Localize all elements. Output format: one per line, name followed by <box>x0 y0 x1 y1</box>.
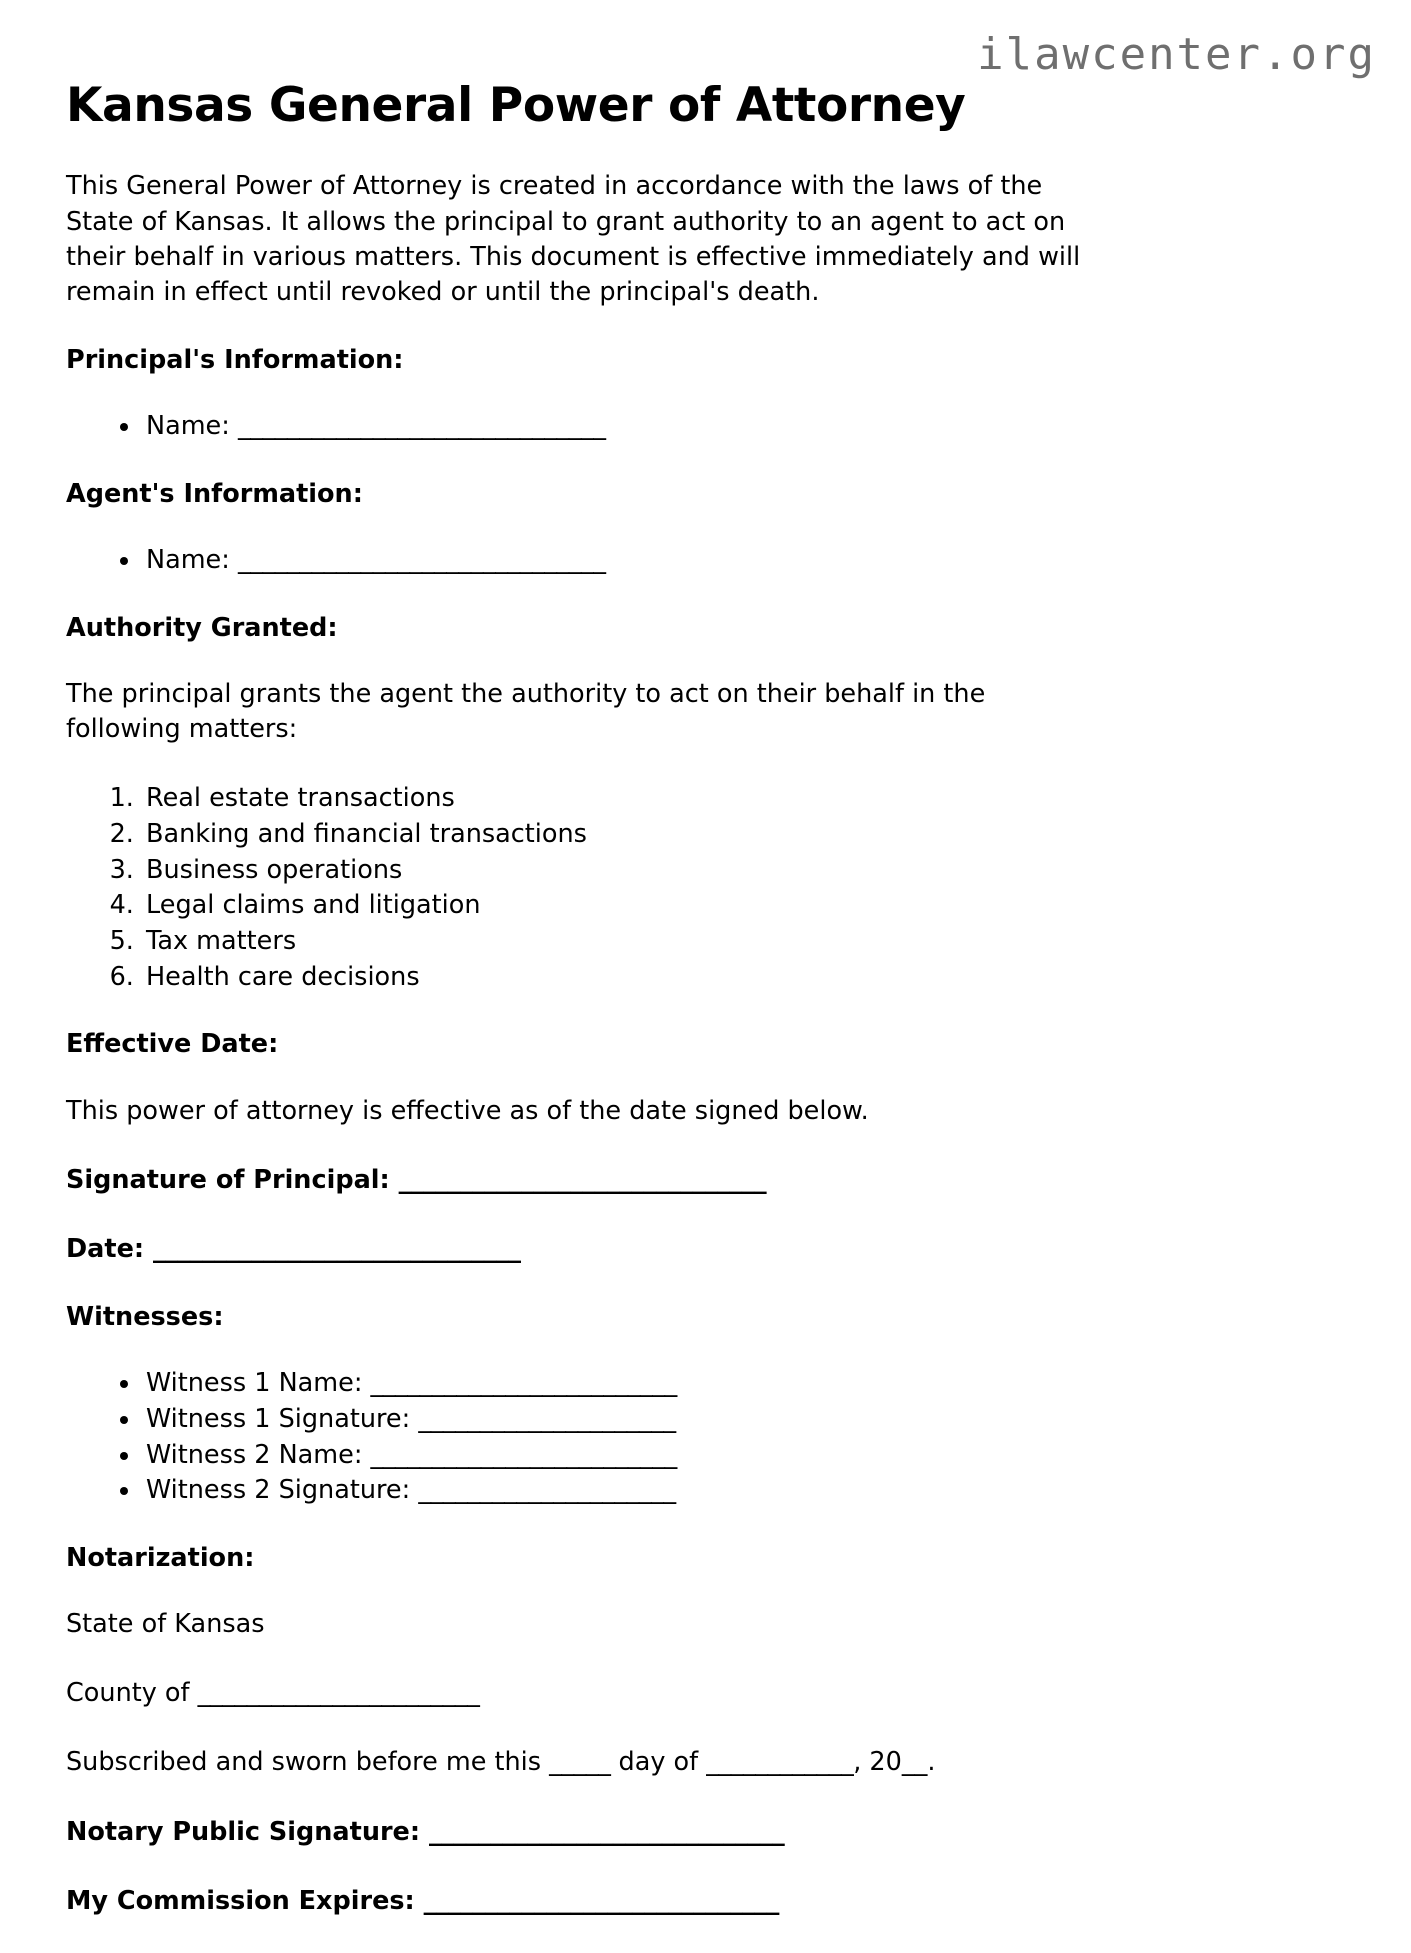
list-item <box>142 1438 1092 1473</box>
agent-information-list <box>66 543 1092 578</box>
effective-date-heading: Effective Date: <box>66 1029 279 1060</box>
notarization-county-row <box>66 1676 1092 1711</box>
list-item: 4. Legal claims and litigation <box>142 888 1092 923</box>
witness-1-signature-blank[interactable]: _____________________ <box>418 1403 676 1434</box>
agent-information-heading: Agent's Information: <box>66 479 363 510</box>
sworn-month-blank[interactable]: ____________ <box>706 1747 854 1778</box>
signature-of-principal-blank[interactable]: ______________________________ <box>398 1164 767 1195</box>
signature-of-principal-row <box>66 1163 1092 1198</box>
principal-information-list <box>66 409 1092 444</box>
list-item <box>142 1473 1092 1508</box>
witness-2-name-blank[interactable]: _________________________ <box>370 1439 677 1470</box>
witness-2-name-label: Witness 2 Name: <box>146 1439 363 1470</box>
subscribed-and-sworn-row <box>66 1745 1092 1780</box>
authority-granted-heading: Authority Granted: <box>66 612 338 643</box>
sworn-suffix-text: , 20__. <box>853 1747 936 1778</box>
notary-public-signature-row <box>66 1815 1092 1850</box>
list-item <box>142 543 1092 578</box>
principal-name-blank[interactable]: ______________________________ <box>237 411 606 442</box>
list-item: 3. Business operations <box>142 853 1092 888</box>
authority-intro-paragraph: The principal grants the agent the authority to act on their behalf in the following matters: <box>66 678 986 745</box>
sworn-mid-text: day of <box>618 1747 699 1778</box>
date-blank[interactable]: ______________________________ <box>152 1233 521 1264</box>
authority-granted-list <box>66 781 1092 994</box>
agent-name-label: Name: <box>146 545 230 576</box>
notary-public-signature-blank[interactable]: _____________________________ <box>428 1816 785 1847</box>
notarization-heading: Notarization: <box>66 1542 255 1573</box>
witness-2-signature-blank[interactable]: _____________________ <box>418 1475 676 1506</box>
witness-2-signature-label: Witness 2 Signature: <box>146 1475 411 1506</box>
intro-paragraph: This General Power of Attorney is created in accordance with the laws of the State of Kansas. It allows the principal to grant authority to an agent to act on their behalf in various matters. This document is effective immediately and will remain in effect until revoked or until the principal's death. <box>66 171 1081 308</box>
agent-name-blank[interactable]: ______________________________ <box>237 545 606 576</box>
sworn-day-blank[interactable]: _____ <box>549 1747 611 1778</box>
principal-name-label: Name: <box>146 411 230 442</box>
list-item: 5. Tax matters <box>142 924 1092 959</box>
witnesses-list <box>66 1366 1092 1508</box>
county-label: County of <box>66 1678 190 1709</box>
list-item: 2. Banking and financial transactions <box>142 817 1092 852</box>
my-commission-expires-row <box>66 1884 1092 1919</box>
sworn-prefix-text: Subscribed and sworn before me this <box>66 1747 542 1778</box>
witness-1-name-label: Witness 1 Name: <box>146 1368 363 1399</box>
list-item <box>142 1402 1092 1437</box>
my-commission-expires-label: My Commission Expires: <box>66 1885 415 1916</box>
date-row <box>66 1232 1092 1267</box>
list-item <box>142 1366 1092 1401</box>
list-item: 6. Health care decisions <box>142 960 1092 995</box>
signature-of-principal-label: Signature of Principal: <box>66 1164 390 1195</box>
date-label: Date: <box>66 1233 145 1264</box>
witness-1-signature-label: Witness 1 Signature: <box>146 1403 411 1434</box>
list-item: 1. Real estate transactions <box>142 781 1092 816</box>
county-blank[interactable]: _______________________ <box>197 1678 480 1709</box>
my-commission-expires-blank[interactable]: _____________________________ <box>423 1885 779 1916</box>
effective-date-text: This power of attorney is effective as of the date signed below. <box>66 1095 869 1126</box>
document-content <box>66 78 1092 1953</box>
witnesses-heading: Witnesses: <box>66 1302 224 1333</box>
page-title: Kansas General Power of Attorney <box>66 78 966 133</box>
witness-1-name-blank[interactable]: _________________________ <box>370 1368 677 1399</box>
list-item <box>142 409 1092 444</box>
site-watermark: ilawcenter.org <box>977 29 1376 80</box>
notary-public-signature-label: Notary Public Signature: <box>66 1816 421 1847</box>
notarization-state-line: State of Kansas <box>66 1609 265 1640</box>
principal-information-heading: Principal's Information: <box>66 345 404 376</box>
